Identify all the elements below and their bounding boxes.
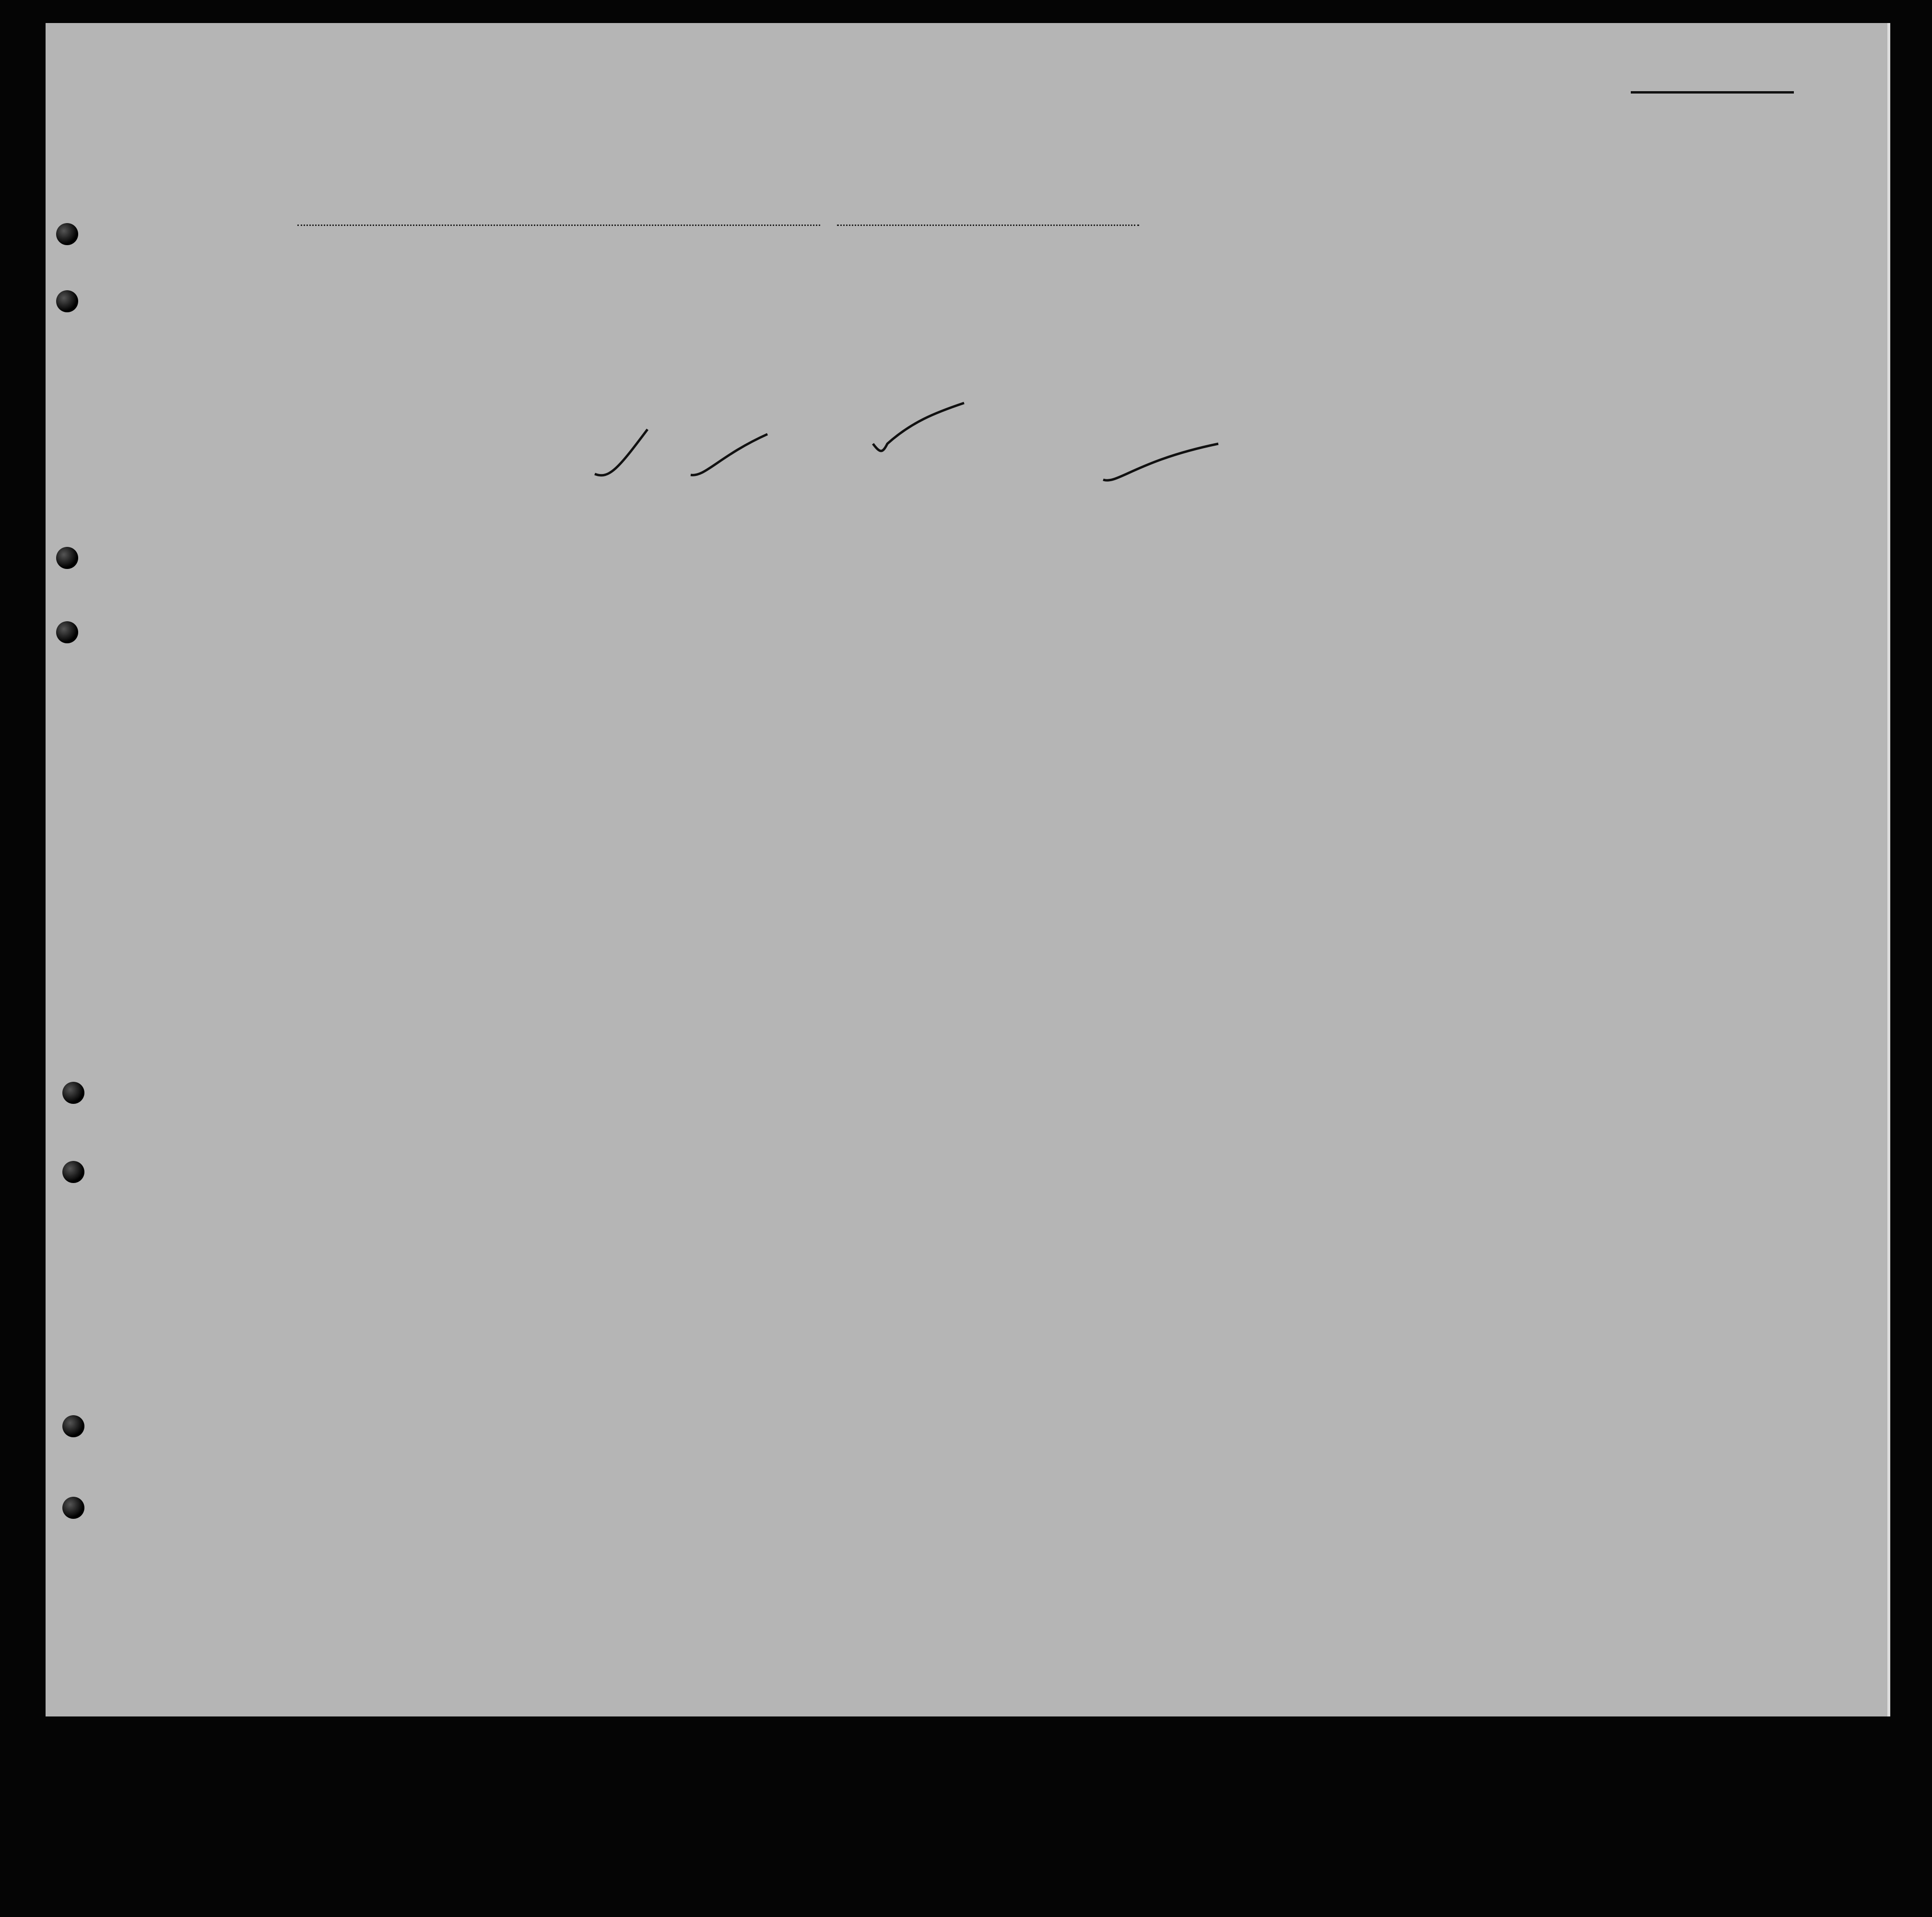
check-mark (1103, 444, 1218, 480)
check-mark (873, 403, 964, 451)
check-mark (691, 434, 767, 475)
check-mark (595, 429, 648, 475)
